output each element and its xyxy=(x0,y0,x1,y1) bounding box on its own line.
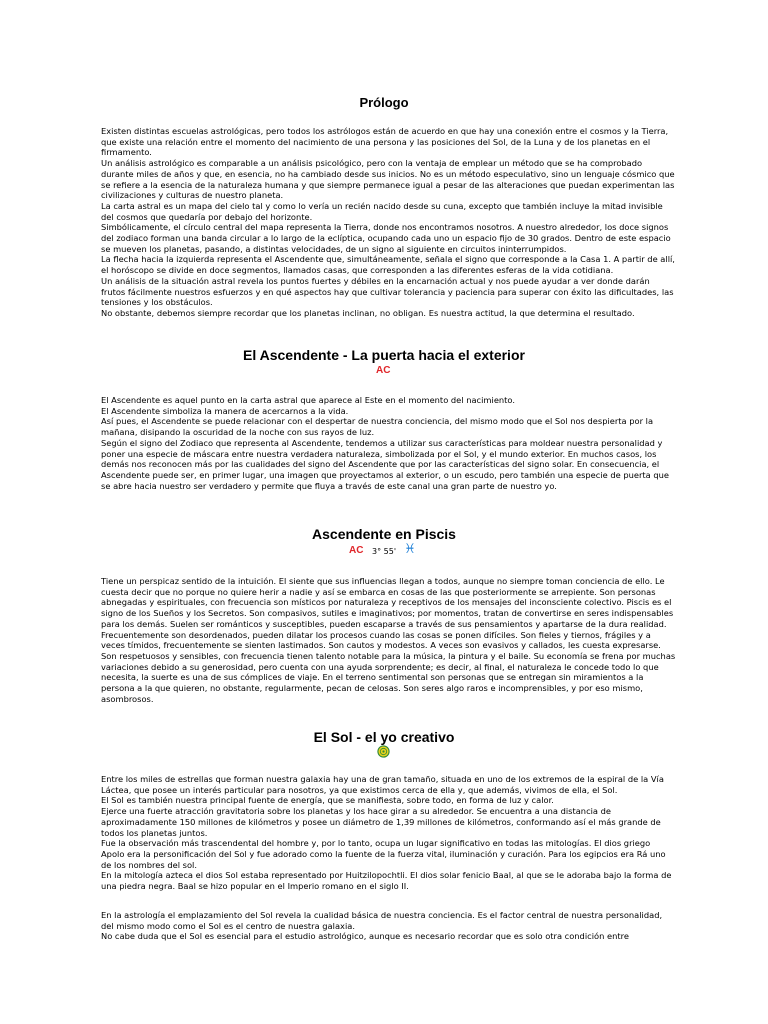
piscis-paragraph: Tiene un perspicaz sentido de la intuición. El siente que sus influencias llegan a todos, aunque no siempre toman conciencia de ello. Le cuesta decir que no porque no quiere herir a nadie y así se embarca en cosas de las que posteriormente se arrepiente. Son personas abnegadas y espirituales, con frecuencia son místicos por naturaleza y receptivos de los mensajes del inconsciente colectivo. Piscis es el signo de los Sueños y los Secretos. Son compasivos, sutiles e imaginativos; por momentos, tratan de convertirse en seres indispensables para los demás. Suelen ser románticos y susceptibles, pueden escaparse a través de sus pensamientos y apartarse de la dura realidad. Frecuentemente son desordenados, pueden dilatar los procesos cuando las cosas se ponen difíciles. Son fieles y tiernos, frágiles y a veces tímidos, frecuentemente se sienten lastimados. Son cautos y modestos. A veces son evasivos y callados, les cuesta expresarse. Son respetuosos y sensibles, con frecuencia tienen talento notable para la música, la pintura y el baile. Su economía se frena por muchas variaciones debido a su generosidad, pero cuenta con una ayuda sorprendente; es decir, al final, el naturaleza le concede todo lo que necesita, la suerte es una de sus cómplices de viaje. En el terreno sentimental son personas que se entregan sin miramientos a la persona a la que quieren, no obstante, regularmente, pecan de celosas. Son seres algo raros e incomprensibles, y por eso mismo, asombrosos. xyxy=(101,576,676,704)
ascendente-title: El Ascendente - La puerta hacia el exterior xyxy=(243,347,525,363)
ascendente-body xyxy=(101,395,676,491)
ascendant-degree: 3° 55' xyxy=(372,547,397,556)
sol-body-continued xyxy=(101,910,676,942)
ac-symbol: AC xyxy=(349,545,364,556)
sun-symbol-icon xyxy=(377,745,390,758)
sol-title: El Sol - el yo creativo xyxy=(313,729,455,745)
ascendente-paragraph: El Ascendente simboliza la manera de acercarnos a la vida. xyxy=(101,405,349,416)
piscis-title: Ascendente en Piscis xyxy=(312,526,456,542)
pisces-glyph-icon: ♓ xyxy=(404,542,416,557)
prologo-title: Prólogo xyxy=(359,95,409,110)
ac-symbol: AC xyxy=(376,365,391,376)
sol-paragraph: En la astrología el emplazamiento del Sol revela la cualidad básica de nuestra conciencia. Es el factor central de nuestra personalidad, del mismo modo como el Sol es el centro de nuestra galaxia. xyxy=(101,910,663,931)
sol-paragraph: Fue la observación más trascendental del hombre y, por lo tanto, ocupa un lugar significativo en todas las mitologías. El dios griego Apolo era la personificación del Sol y fue adorado como la fuente de la fuerza vital, iluminación y curación. Para los egipcios era Rá uno de los nombres del sol. xyxy=(101,838,666,870)
prologo-paragraph: Un análisis astrológico es comparable a un análisis psicológico, pero con la ventaja de emplear un método que se ha comprobado durante miles de años y que, en esencia, no ha cambiado desde sus inicios. No es un método especulativo, sino un lenguaje cósmico que se refiere a la esencia de la naturaleza humana y que siempre permanece igual a pesar de las alteraciones que puedan experimentan las civilizaciones y culturas de nuestro planeta. xyxy=(101,158,675,201)
sol-paragraph: No cabe duda que el Sol es esencial para el estudio astrológico, aunque es necesario recordar que es solo otra condición entre xyxy=(101,931,629,942)
prologo-paragraph: La flecha hacia la izquierda representa el Ascendente que, simultáneamente, señala el signo que corresponde a la Casa 1. A partir de allí, el horóscopo se divide en doce segmentos, llamados casas, que corresponden a las diferentes esferas de la vida cotidiana. xyxy=(101,254,675,276)
prologo-paragraph: Simbólicamente, el círculo central del mapa representa la Tierra, donde nos encontramos nosotros. A nuestro alrededor, los doce signos del zodiaco forman una banda circular a lo largo de la eclíptica, ocupando cada uno un espacio fijo de 30 grados. Dentro de este espacio se mueven los planetas, pasando, a distintas velocidades, de un signo al siguiente en circuitos ininterrumpidos. xyxy=(101,222,671,254)
sol-paragraph: Entre los miles de estrellas que forman nuestra galaxia hay una de gran tamaño, situada en uno de los extremos de la espiral de la Vía Láctea, que posee un interés particular para nosotros, ya que existimos cerca de ella y, que además, vivimos de ella, el Sol. xyxy=(101,774,664,795)
sol-paragraph: El Sol es también nuestra principal fuente de energía, que se manifiesta, sobre todo, en forma de luz y calor. xyxy=(101,795,554,806)
sol-paragraph: Ejerce una fuerte atracción gravitatoria sobre los planetas y los hace girar a su alrededor. Se encuentra a una distancia de aproximadamente 150 millones de kilómetros y posee un diámetro de 1,39 millones de kilómetros, conformando así el más grande de todos los planetas juntos. xyxy=(101,806,661,838)
prologo-body xyxy=(101,126,676,319)
prologo-paragraph: No obstante, debemos siempre recordar que los planetas inclinan, no obligan. Es nuestra actitud, la que determina el resultado. xyxy=(101,307,635,318)
prologo-paragraph: La carta astral es un mapa del cielo tal y como lo vería un recién nacido desde su cuna, excepto que también incluye la mitad invisible del cosmos que quedaría por debajo del horizonte. xyxy=(101,200,663,222)
ascendente-paragraph: Según el signo del Zodiaco que representa al Ascendente, tendemos a utilizar sus características para moldear nuestra personalidad y poner una especie de máscara entre nuestra verdadera naturaleza, simbolizada por el Sol, y el mundo exterior. En muchos casos, los demás nos reconocen más por las cualidades del signo del Ascendente que por las características del signo solar. En consecuencia, el Ascendente puede ser, en primer lugar, una imagen que proyectamos al exterior, o un escudo, pero también una especie de puerta que se abre hacia nuestro ser verdadero y permite que fluya a través de este canal una gran parte de nuestro yo. xyxy=(101,437,670,491)
sol-body xyxy=(101,774,676,892)
ascendente-paragraph: Así pues, el Ascendente se puede relacionar con el despertar de nuestra conciencia, del mismo modo que el Sol nos despierta por la mañana, disipando la oscuridad de la noche con sus rayos de luz. xyxy=(101,416,654,438)
piscis-body xyxy=(101,576,676,704)
prologo-paragraph: Existen distintas escuelas astrológicas, pero todos los astrólogos están de acuerdo en que hay una conexión entre el cosmos y la Tierra, que existe una relación entre el momento del nacimiento de una persona y las posiciones del Sol, de la Luna y de los planetas en el firmamento. xyxy=(101,126,669,158)
ascendente-paragraph: El Ascendente es aquel punto en la carta astral que aparece al Este en el momento del nacimiento. xyxy=(101,395,515,405)
prologo-paragraph: Un análisis de la situación astral revela los puntos fuertes y débiles en la encarnación actual y nos puede ayudar a ver donde darán frutos fácilmente nuestros esfuerzos y en qué aspectos hay que cultivar tolerancia y paciencia para superar con éxito las dificultades, las tensiones y los obstáculos. xyxy=(101,275,674,308)
sol-paragraph: En la mitología azteca el dios Sol estaba representado por Huitzilopochtli. El dios solar fenicio Baal, al que se le adoraba bajo la forma de una piedra negra. Baal se hizo popular en el Imperio romano en el siglo II. xyxy=(101,870,672,892)
